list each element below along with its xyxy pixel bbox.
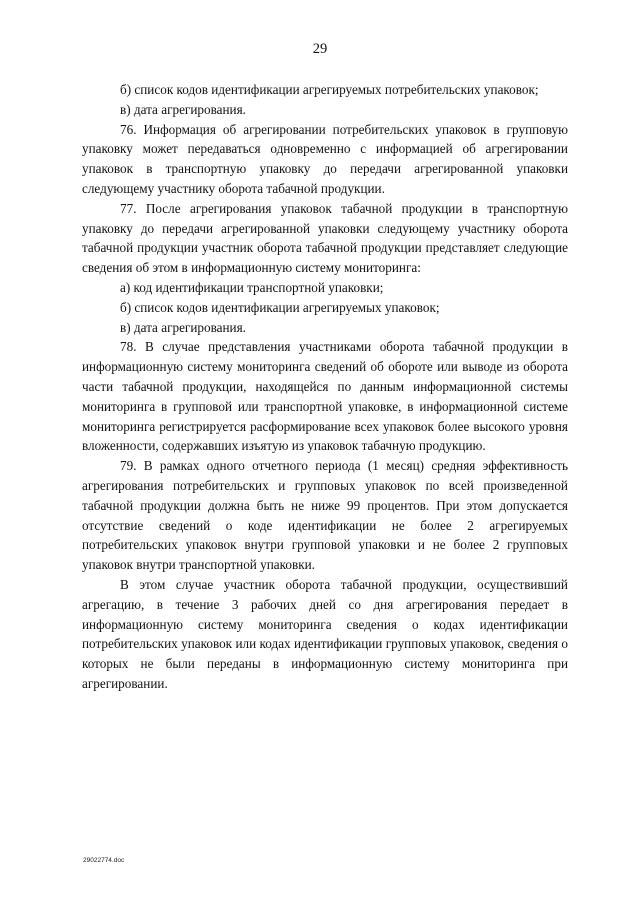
paragraph-v-aggregation-date-2: в) дата агрегирования. — [120, 319, 246, 335]
paragraph-79-continuation: В этом случае участник оборота табачной продукции, осуществивший агрегацию, в течение 3 рабочих дней со дня агрегирования передает в информационную систему мониторинга сведения о кодах идентификации потребительских упаковок или кодах идентификации групповых упаковок, сведения о которых не были переданы в информационную систему мониторинга при агрегировании. — [82, 576, 568, 691]
paragraph-76: 76. Информация об агрегировании потребительских упаковок в групповую упаковку может передаваться одновременно с информацией об агрегировании упаковок в транспортную упаковку до передачи агрегированной упаковки следующему участнику оборота табачной продукции. — [82, 121, 568, 196]
footer-filename: 29022774.doc — [83, 857, 125, 864]
page-number: 29 — [312, 41, 328, 57]
paragraph-79: 79. В рамках одного отчетного периода (1 месяц) средняя эффективность агрегирования потребительских и групповых упаковок по всей произведенной табачной продукции должна быть не ниже 99 процентов. При этом допускается отсутствие сведений о коде идентификации не более 2 агрегируемых потребительских упаковок внутри групповой упаковки и не более 2 групповых упаковок внутри транспортной упаковки. — [82, 458, 568, 573]
paragraph-a-transport-code: а) код идентификации транспортной упаковки; — [120, 279, 384, 295]
paragraph-v-aggregation-date: в) дата агрегирования. — [120, 101, 246, 117]
paragraph-b-consumer-codes: б) список кодов идентификации агрегируемых потребительских упаковок; — [120, 82, 539, 97]
paragraph-b-package-codes: б) список кодов идентификации агрегируемых упаковок; — [120, 299, 440, 315]
paragraph-77: 77. После агрегирования упаковок табачной продукции в транспортную упаковку до передачи агрегированной упаковки следующему участнику оборота табачной продукции участник оборота табачной продукции представляет следующие сведения об этом в информационную систему мониторинга: — [82, 200, 568, 276]
body-text — [82, 80, 568, 694]
paragraph-78: 78. В случае представления участниками оборота табачной продукции в информационную систему мониторинга сведений об обороте или выводе из оборота части табачной продукции, находящейся по данным информационной системы мониторинга в групповой или транспортной упаковке, в информационной системе мониторинга регистрируется расформирование всех упаковок более высокого уровня вложенности, содержавших изъятую из упаковок табачную продукцию. — [82, 339, 568, 454]
